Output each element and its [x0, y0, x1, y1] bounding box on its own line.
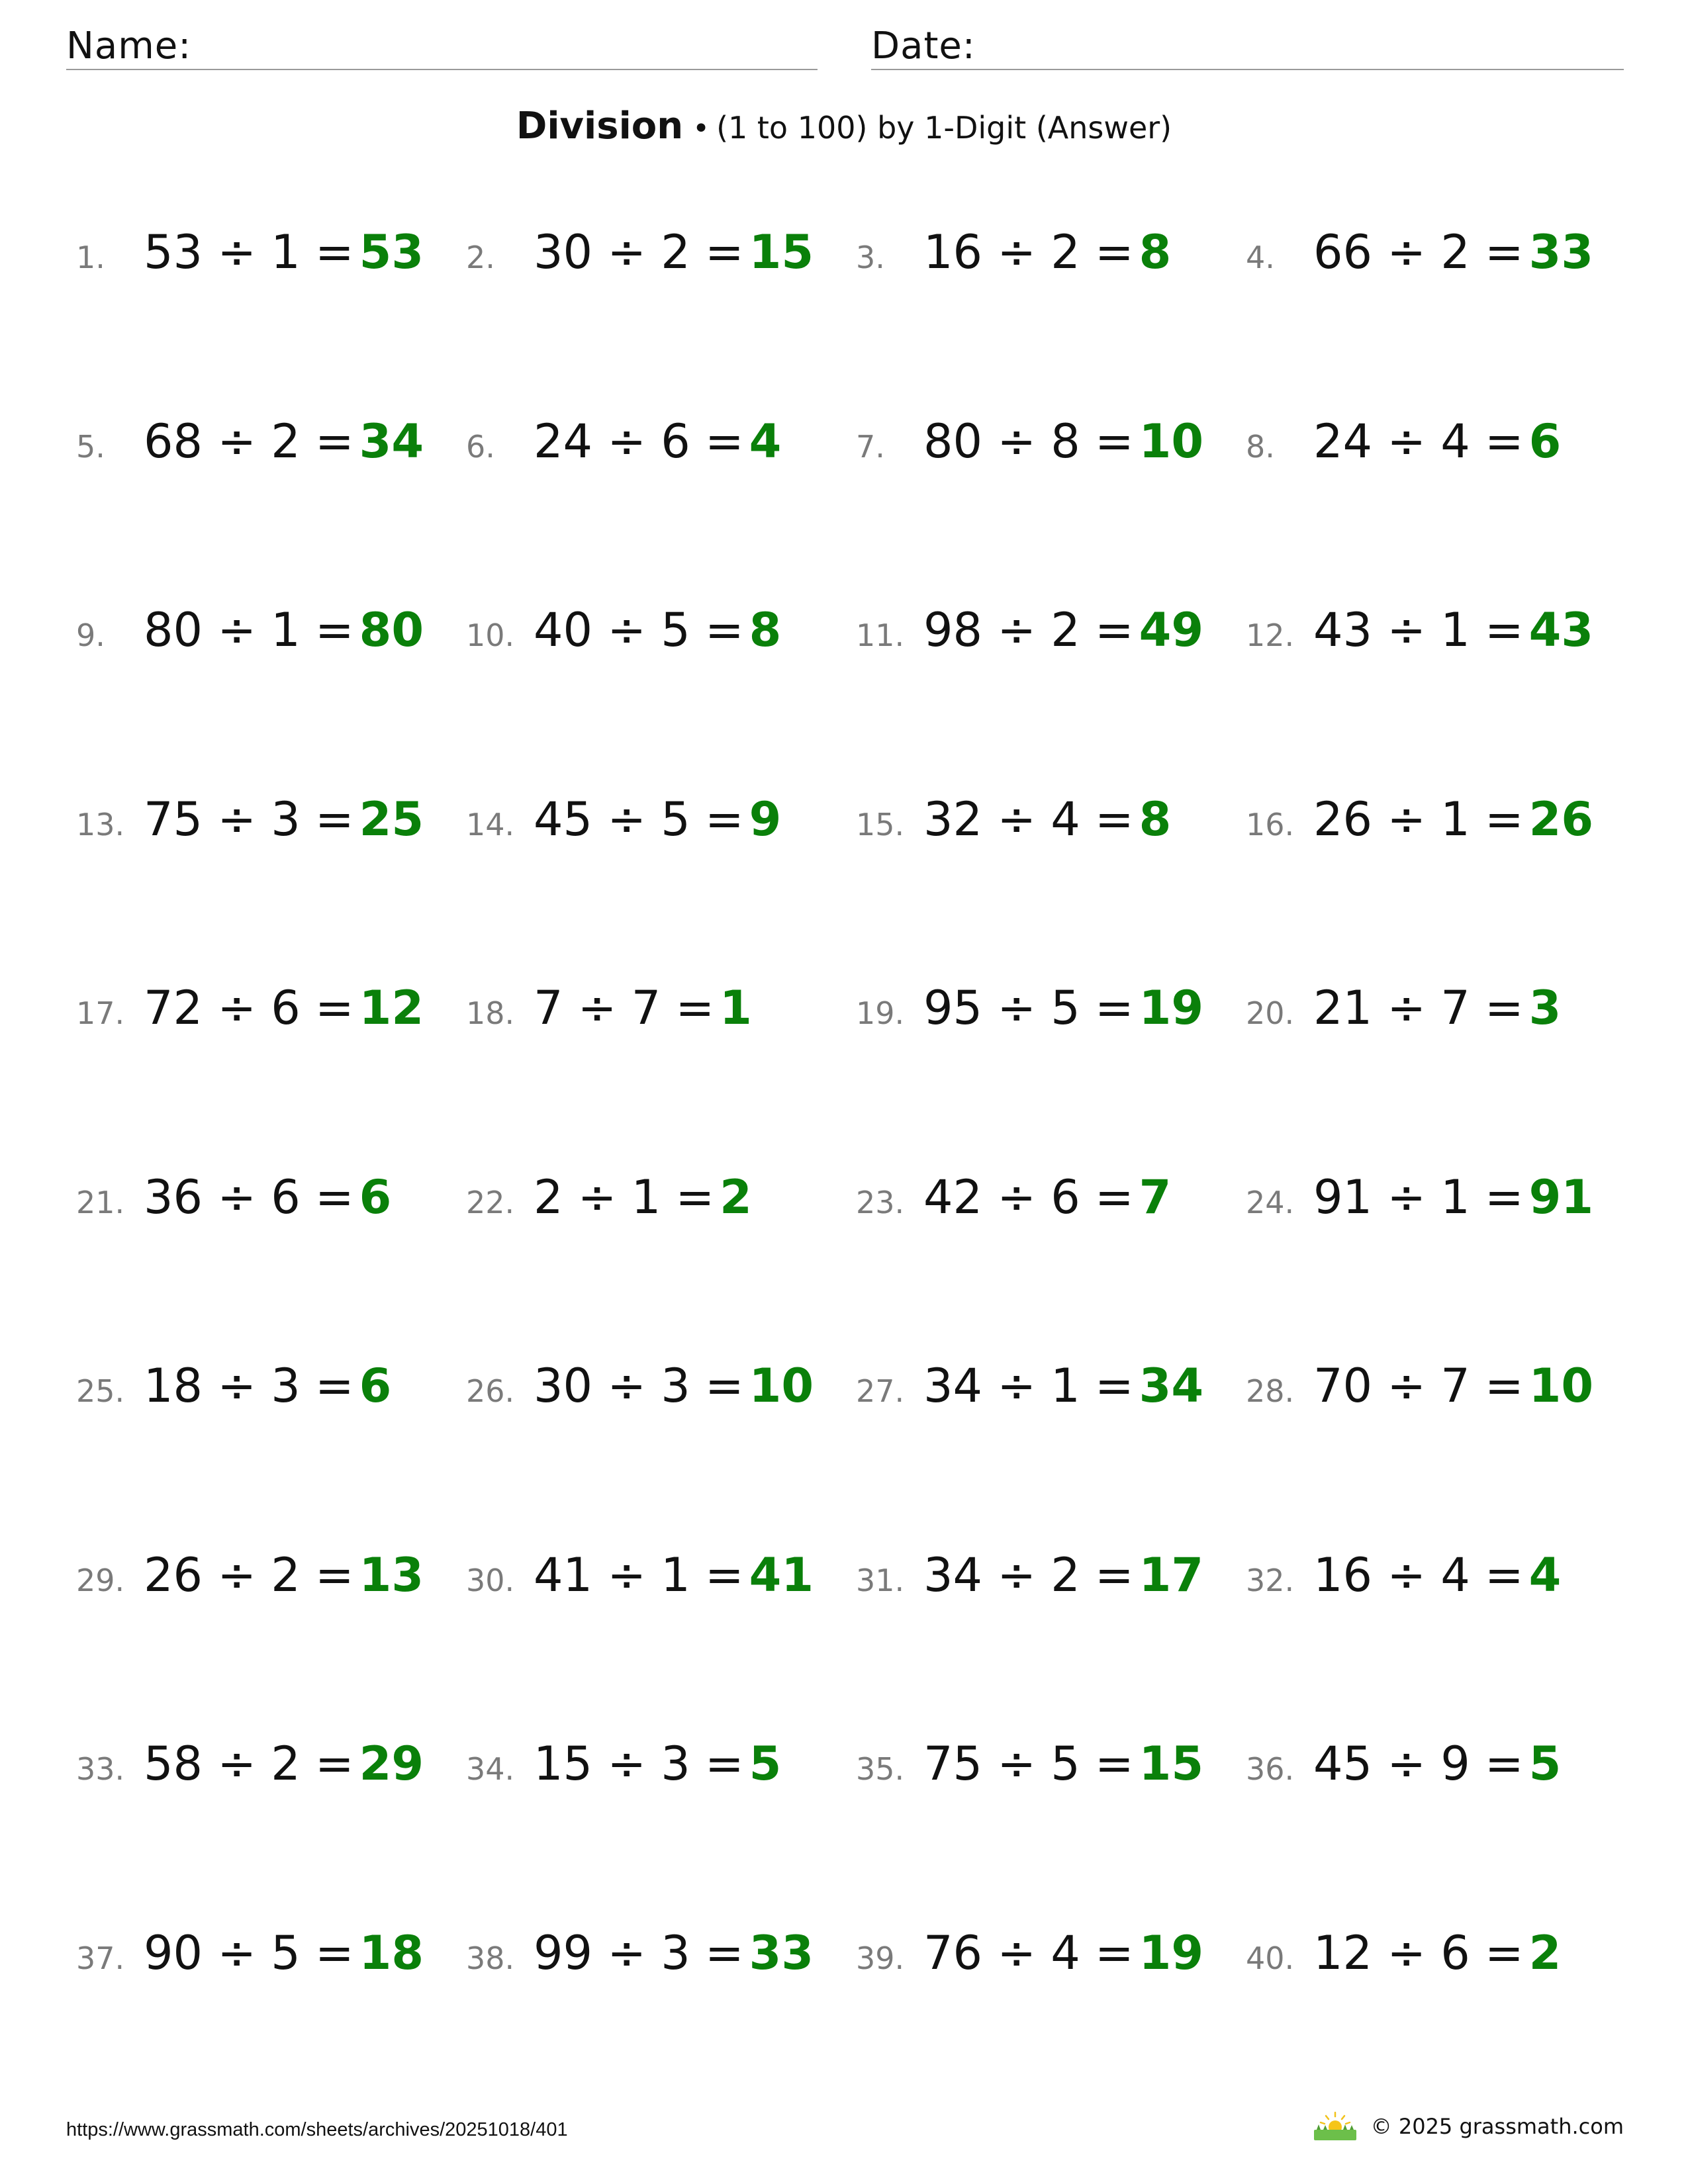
problem-expression: 68 ÷ 2 = [144, 414, 354, 469]
problem-answer: 19 [1139, 981, 1204, 1035]
problem-answer: 91 [1528, 1169, 1594, 1224]
footer-url[interactable]: https://www.grassmath.com/sheets/archives/20251018/401 [66, 2119, 568, 2140]
problem-expression: 12 ÷ 6 = [1313, 1925, 1524, 1980]
problem-number: 29. [76, 1562, 125, 1598]
problem-expression: 26 ÷ 2 = [144, 1547, 354, 1602]
problem-item [1246, 225, 1636, 291]
title-main: Division [516, 105, 684, 148]
problem-item [1246, 414, 1636, 480]
problem-answer: 9 [749, 792, 782, 846]
problem-answer: 34 [359, 414, 424, 469]
problem-item [856, 414, 1246, 480]
problem-item [1246, 981, 1636, 1047]
problem-answer: 8 [1139, 792, 1172, 846]
footer-copyright: © 2025 grassmath.com [1370, 2114, 1624, 2139]
problem-number: 2. [466, 240, 495, 275]
problem-item [856, 225, 1246, 291]
problem-number: 6. [466, 428, 495, 465]
problem-expression: 45 ÷ 9 = [1313, 1737, 1524, 1791]
problem-expression: 98 ÷ 2 = [923, 603, 1134, 657]
problem-item [466, 414, 856, 480]
problem-number: 25. [76, 1373, 125, 1409]
problem-expression: 40 ÷ 5 = [534, 603, 744, 657]
problem-answer: 53 [359, 225, 424, 279]
problem-answer: 10 [1528, 1359, 1594, 1413]
problem-answer: 5 [1528, 1737, 1562, 1791]
problem-item [1246, 1926, 1636, 1992]
problem-number: 30. [466, 1562, 515, 1598]
problem-expression: 90 ÷ 5 = [144, 1925, 354, 1980]
problem-item [856, 981, 1246, 1047]
problem-answer: 26 [1528, 792, 1594, 846]
problem-number: 8. [1246, 428, 1275, 465]
footer-brand [1313, 2111, 1624, 2142]
problem-answer: 1 [720, 981, 752, 1035]
problem-number: 38. [466, 1940, 515, 1976]
problem-item [76, 225, 466, 291]
problem-answer: 4 [749, 414, 782, 469]
problem-expression: 99 ÷ 3 = [534, 1925, 744, 1980]
problem-expression: 16 ÷ 4 = [1313, 1547, 1524, 1602]
problem-answer: 33 [1528, 225, 1594, 279]
problem-number: 28. [1246, 1373, 1295, 1409]
problem-expression: 45 ÷ 5 = [534, 792, 744, 846]
problem-answer: 8 [1139, 225, 1172, 279]
problem-grid [76, 225, 1638, 2115]
problem-item [76, 1926, 466, 1992]
problem-answer: 8 [749, 603, 782, 657]
problem-expression: 75 ÷ 3 = [144, 792, 354, 846]
problem-expression: 53 ÷ 1 = [144, 225, 354, 279]
problem-item [466, 981, 856, 1047]
grass-sun-logo-icon [1313, 2111, 1358, 2142]
problem-expression: 7 ÷ 7 = [534, 981, 715, 1035]
problem-answer: 3 [1528, 981, 1562, 1035]
problem-item [466, 225, 856, 291]
problem-number: 5. [76, 428, 105, 465]
problem-item [466, 792, 856, 858]
problem-number: 18. [466, 995, 515, 1031]
problem-number: 33. [76, 1751, 125, 1787]
date-field[interactable] [871, 24, 1624, 70]
problem-expression: 95 ÷ 5 = [923, 981, 1134, 1035]
problem-number: 40. [1246, 1940, 1295, 1976]
problem-item [856, 1737, 1246, 1803]
problem-number: 31. [856, 1562, 905, 1598]
problem-item [856, 603, 1246, 669]
problem-number: 10. [466, 617, 515, 653]
problem-item [76, 981, 466, 1047]
problem-expression: 72 ÷ 6 = [144, 981, 354, 1035]
problem-expression: 70 ÷ 7 = [1313, 1359, 1524, 1413]
problem-answer: 6 [359, 1359, 392, 1413]
problem-number: 20. [1246, 995, 1295, 1031]
problem-answer: 2 [720, 1169, 752, 1224]
problem-expression: 21 ÷ 7 = [1313, 981, 1524, 1035]
problem-answer: 6 [1528, 414, 1562, 469]
problem-number: 12. [1246, 617, 1295, 653]
problem-answer: 17 [1139, 1547, 1204, 1602]
problem-number: 15. [856, 806, 905, 842]
problem-expression: 18 ÷ 3 = [144, 1359, 354, 1413]
problem-number: 17. [76, 995, 125, 1031]
problem-answer: 7 [1139, 1169, 1172, 1224]
problem-number: 4. [1246, 240, 1275, 275]
problem-answer: 5 [749, 1737, 782, 1791]
problem-answer: 25 [359, 792, 424, 846]
problem-number: 14. [466, 806, 515, 842]
problem-expression: 91 ÷ 1 = [1313, 1169, 1524, 1224]
problem-item [466, 1170, 856, 1236]
problem-answer: 13 [359, 1547, 424, 1602]
problem-answer: 34 [1139, 1359, 1204, 1413]
problem-expression: 66 ÷ 2 = [1313, 225, 1524, 279]
problem-answer: 15 [1139, 1737, 1204, 1791]
problem-answer: 12 [359, 981, 424, 1035]
problem-answer: 2 [1528, 1925, 1562, 1980]
problem-answer: 10 [749, 1359, 814, 1413]
problem-item [1246, 1170, 1636, 1236]
problem-item [1246, 792, 1636, 858]
problem-number: 19. [856, 995, 905, 1031]
problem-item [1246, 1737, 1636, 1803]
problem-expression: 2 ÷ 1 = [534, 1169, 715, 1224]
problem-expression: 80 ÷ 1 = [144, 603, 354, 657]
problem-expression: 24 ÷ 4 = [1313, 414, 1524, 469]
worksheet-title [0, 105, 1688, 148]
problem-item [856, 1170, 1246, 1236]
problem-item [466, 1548, 856, 1614]
problem-item [856, 792, 1246, 858]
problem-answer: 10 [1139, 414, 1204, 469]
problem-number: 22. [466, 1184, 515, 1220]
problem-expression: 80 ÷ 8 = [923, 414, 1134, 469]
problem-expression: 76 ÷ 4 = [923, 1925, 1134, 1980]
problem-item [76, 414, 466, 480]
problem-answer: 49 [1139, 603, 1204, 657]
problem-answer: 6 [359, 1169, 392, 1224]
problem-expression: 30 ÷ 3 = [534, 1359, 744, 1413]
problem-number: 7. [856, 428, 885, 465]
problem-expression: 34 ÷ 1 = [923, 1359, 1134, 1413]
problem-expression: 43 ÷ 1 = [1313, 603, 1524, 657]
problem-item [1246, 603, 1636, 669]
problem-item [466, 1926, 856, 1992]
problem-answer: 15 [749, 225, 814, 279]
problem-expression: 32 ÷ 4 = [923, 792, 1134, 846]
problem-item [466, 1359, 856, 1425]
problem-answer: 19 [1139, 1925, 1204, 1980]
problem-item [466, 1737, 856, 1803]
problem-expression: 15 ÷ 3 = [534, 1737, 744, 1791]
problem-number: 16. [1246, 806, 1295, 842]
name-label: Name: [66, 24, 192, 68]
problem-answer: 43 [1528, 603, 1594, 657]
problem-number: 1. [76, 240, 105, 275]
problem-number: 27. [856, 1373, 905, 1409]
problem-item [76, 792, 466, 858]
problem-number: 37. [76, 1940, 125, 1976]
problem-number: 24. [1246, 1184, 1295, 1220]
problem-answer: 29 [359, 1737, 424, 1791]
problem-item [76, 1359, 466, 1425]
problem-number: 26. [466, 1373, 515, 1409]
problem-number: 34. [466, 1751, 515, 1787]
problem-item [466, 603, 856, 669]
name-field[interactable] [66, 24, 818, 70]
problem-number: 36. [1246, 1751, 1295, 1787]
problem-number: 39. [856, 1940, 905, 1976]
problem-answer: 18 [359, 1925, 424, 1980]
problem-item [1246, 1359, 1636, 1425]
date-label: Date: [871, 24, 976, 68]
problem-number: 35. [856, 1751, 905, 1787]
problem-item [76, 1170, 466, 1236]
problem-item [856, 1548, 1246, 1614]
title-subtitle: (1 to 100) by 1-Digit (Answer) [716, 110, 1172, 146]
problem-expression: 24 ÷ 6 = [534, 414, 744, 469]
problem-expression: 30 ÷ 2 = [534, 225, 744, 279]
problem-number: 13. [76, 806, 125, 842]
problem-answer: 80 [359, 603, 424, 657]
problem-expression: 42 ÷ 6 = [923, 1169, 1134, 1224]
problem-number: 3. [856, 240, 885, 275]
problem-item [856, 1926, 1246, 1992]
problem-number: 9. [76, 617, 105, 653]
problem-answer: 41 [749, 1547, 814, 1602]
problem-item [76, 1737, 466, 1803]
problem-number: 21. [76, 1184, 125, 1220]
problem-number: 23. [856, 1184, 905, 1220]
problem-item [76, 1548, 466, 1614]
problem-item [76, 603, 466, 669]
problem-expression: 34 ÷ 2 = [923, 1547, 1134, 1602]
problem-answer: 33 [749, 1925, 814, 1980]
problem-number: 32. [1246, 1562, 1295, 1598]
problem-item [1246, 1548, 1636, 1614]
problem-item [856, 1359, 1246, 1425]
problem-expression: 36 ÷ 6 = [144, 1169, 354, 1224]
problem-expression: 16 ÷ 2 = [923, 225, 1134, 279]
problem-expression: 41 ÷ 1 = [534, 1547, 744, 1602]
problem-answer: 4 [1528, 1547, 1562, 1602]
problem-expression: 26 ÷ 1 = [1313, 792, 1524, 846]
problem-expression: 58 ÷ 2 = [144, 1737, 354, 1791]
problem-expression: 75 ÷ 5 = [923, 1737, 1134, 1791]
problem-number: 11. [856, 617, 905, 653]
title-separator: • [692, 112, 710, 146]
